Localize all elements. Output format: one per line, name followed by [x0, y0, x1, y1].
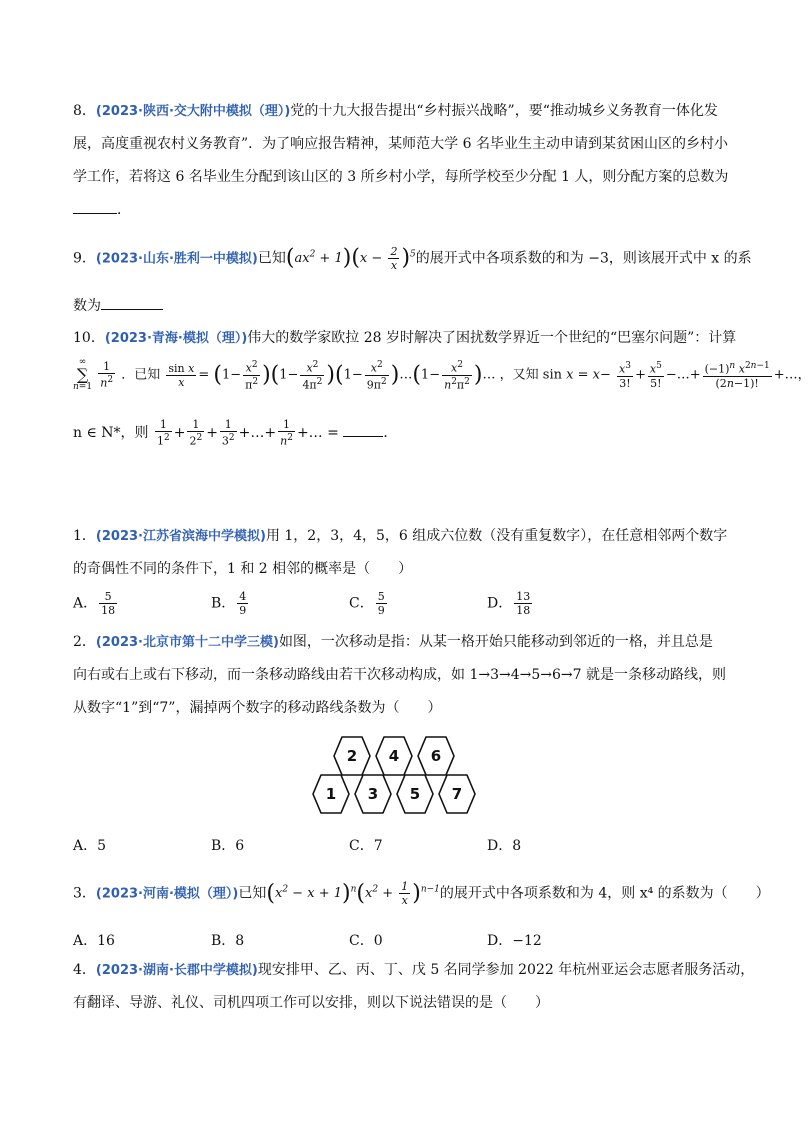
hex-cell: 1	[325, 785, 337, 803]
euler-product-formula: ∞ ∑ n=1 $\frac{1}{n^2}$ ．已知 $\frac{\text{sin x}}{x}$ = (1− $\frac{x^2}{\pi^2}$ )(1− $\frac{x^2}{4\pi^2}$ )(1− $\frac{x^2}{9\pi^2}$ )…(1− $\frac{x^2}{n^2\pi^2}$ )… ，又知 sin x = x− $\frac{x^3}{3!}$ + $\frac{x^5}{5!}$ −…+ $\frac{(-1)^n x^{2n-1}}{(2n-1)!}$ +…，	[73, 357, 811, 392]
question-number: 2．	[73, 634, 96, 650]
question-number: 10．	[73, 330, 105, 346]
question-mc-3: 3．(2023·河南·模拟（理）)已知$(x^2 - x + 1)^n(x^2$ + $\frac{1}{x}$ )$^{n-1}$的展开式中各项系数和为 4，则 x⁴ 的系数为（ ）	[73, 880, 770, 908]
question-mc-1	[73, 520, 733, 586]
question-text: 有翻译、导游、礼仪、司机四项工作可以安排，则以下说法错误的是（ ）	[73, 995, 549, 1011]
option-a[interactable]: A．5	[73, 838, 107, 854]
question-number: 3．	[73, 885, 96, 902]
question-text: 伟大的数学家欧拉 28 岁时解决了困扰数学界近一个世纪的“巴塞尔问题”：计算	[247, 330, 737, 346]
question-text: 向右或右上或右下移动，而一条移动路线由若干次移动构成，如 1→3→4→5→6→7 就是一条移动路线，则	[73, 667, 726, 683]
question-text: 学工作，若将这 6 名毕业生分配到该山区的 3 所乡村小学，每所学校至少分配 1 人，则分配方案的总数为	[73, 169, 729, 185]
question-text: 的展开式中各项系数和为 4，则 x⁴ 的系数为（ ）	[439, 885, 770, 902]
question-text: 的展开式中各项系数的和为 −3，则该展开式中 x 的系	[415, 250, 752, 267]
option-d[interactable]: D．8	[487, 838, 522, 854]
option-a[interactable]: A． $\frac{5}{18}$	[73, 590, 116, 617]
basel-sum-line: n ∈ N*，则 $\frac{1}{1^2}$ + $\frac{1}{2^2}$ + $\frac{1}{3^2}$ +…+ $\frac{1}{n^2}$ +… = ．	[73, 418, 398, 448]
question-9: 9．(2023·山东·胜利一中模拟)已知$(ax^2 + 1)(x$ − $\frac{2}{x}$ )$^5$的展开式中各项系数的和为 −3，则该展开式中 x 的系 数为	[73, 245, 752, 315]
question-source: (2023·山东·胜利一中模拟)	[95, 251, 258, 267]
question-source: (2023·北京市第十二中学三模)	[95, 635, 279, 650]
question-text: 从数字“1”到“7”，漏掉两个数字的移动路线条数为（ ）	[73, 700, 442, 716]
question-number: 4．	[73, 962, 96, 978]
option-d[interactable]: D．−12	[487, 933, 542, 949]
hexagon-grid-figure	[310, 730, 490, 820]
binomial-expression: $(x^2 - x + 1)^n(x^2$ + $\frac{1}{x}$ )$^{n-1}$	[266, 880, 440, 908]
question-text: 展，高度重视农村义务教育”．为了响应报告精神，某师范大学 6 名毕业生主动申请到某贫困山区的乡村小	[73, 136, 728, 152]
hex-cell: 7	[451, 785, 463, 803]
question-source: (2023·青海·模拟（理）)	[104, 331, 248, 346]
question-source: (2023·江苏省滨海中学模拟)	[95, 529, 266, 544]
hex-cell: 3	[367, 785, 379, 803]
hex-cell: 4	[388, 747, 400, 765]
question-8: 8．(2023·陕西·交大附中模拟（理）)党的十九大报告提出“乡村振兴战略”，要“推动城乡义务教育一体化发 展，高度重视农村义务教育”．为了响应报告精神，某师范大学 6 名毕业生主动申请到某贫困山区的乡村小 学工作，若将这 6 名毕业生分配到该山区的 3 所乡村小学，每所学校至少分配 1 人，则分配方案的总数为 ．	[73, 95, 733, 227]
answer-blank[interactable]	[101, 293, 163, 310]
question-number: 9．	[73, 250, 96, 267]
question-number: 1．	[73, 528, 96, 544]
answer-blank[interactable]	[73, 197, 117, 214]
option-a[interactable]: A．16	[73, 933, 115, 949]
option-c[interactable]: C． $\frac{5}{9}$	[349, 590, 385, 617]
option-b[interactable]: B． $\frac{4}{9}$	[211, 590, 247, 617]
question-source: (2023·河南·模拟（理）)	[95, 886, 239, 902]
option-b[interactable]: B．8	[211, 933, 245, 949]
question-text: 党的十九大报告提出“乡村振兴战略”，要“推动城乡义务教育一体化发	[290, 103, 718, 119]
option-c[interactable]: C．0	[349, 933, 383, 949]
question-mc-4	[73, 954, 755, 1020]
binomial-expression: $(ax^2 + 1)(x$ − $\frac{2}{x}$ )$^5$	[285, 245, 416, 273]
question-source: (2023·湖南·长郡中学模拟)	[95, 963, 258, 978]
hex-cell: 5	[409, 785, 421, 803]
question-text: 如图，一次移动是指：从某一格开始只能移动到邻近的一格，并且总是	[278, 634, 713, 650]
question-text: 用 1，2，3，4，5，6 组成六位数（没有重复数字），在任意相邻两个数字	[265, 528, 728, 544]
hex-cell: 6	[430, 747, 442, 765]
question-text: 的奇偶性不同的条件下，1 和 2 相邻的概率是（ ）	[73, 561, 413, 577]
question-mc-2	[73, 626, 733, 725]
option-d[interactable]: D． $\frac{13}{18}$	[487, 590, 531, 617]
option-c[interactable]: C．7	[349, 838, 383, 854]
question-source: (2023·陕西·交大附中模拟（理）)	[95, 104, 291, 119]
question-number: 8．	[73, 103, 96, 119]
question-10	[73, 322, 737, 355]
option-b[interactable]: B．6	[211, 838, 245, 854]
answer-blank[interactable]	[343, 420, 383, 437]
hex-cell: 2	[346, 747, 358, 765]
question-text: 现安排甲、乙、丙、丁、戊 5 名同学参加 2022 年杭州亚运会志愿者服务活动，	[257, 962, 755, 978]
